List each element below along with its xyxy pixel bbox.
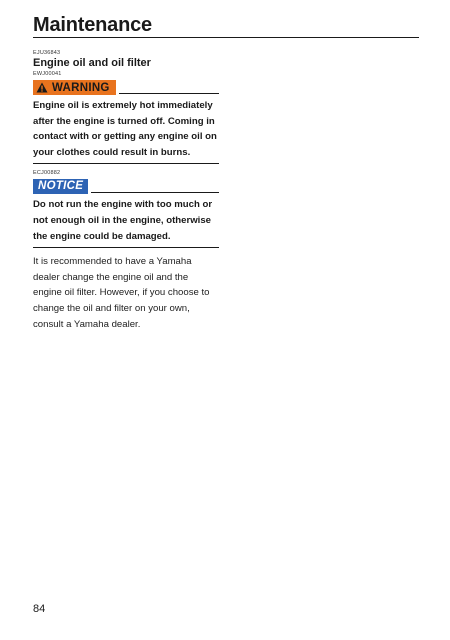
notice-header	[33, 179, 219, 194]
page-number: 84	[33, 603, 46, 615]
notice-label: NOTICE	[33, 179, 88, 194]
warning-label	[33, 80, 116, 95]
page-title: Maintenance	[33, 14, 152, 36]
warning-label-text: WARNING	[52, 81, 110, 94]
section-title: Engine oil and oil filter	[33, 57, 151, 69]
page-header	[33, 14, 419, 38]
notice-rule	[91, 192, 219, 193]
notice-text: Do not run the engine with too much or not enough oil in the engine, otherwise the engine could be damaged.	[33, 197, 219, 248]
section-code: EJU36843	[33, 50, 61, 56]
warning-header	[33, 80, 219, 95]
warning-rule	[119, 93, 219, 94]
notice-code: ECJ00882	[33, 170, 61, 177]
warning-text: Engine oil is extremely hot immediately after the engine is turned off. Coming in contact with or getting any engine oil on your clothes could result in burns.	[33, 98, 219, 164]
content-column	[33, 50, 219, 332]
body-paragraph: It is recommended to have a Yamaha dealer change the engine oil and the engine oil filter. However, if you choose to change the oil and filter on your own, consult a Yamaha dealer.	[33, 256, 210, 330]
warning-code: EWJ00041	[33, 71, 62, 77]
warning-triangle-icon	[36, 82, 48, 93]
